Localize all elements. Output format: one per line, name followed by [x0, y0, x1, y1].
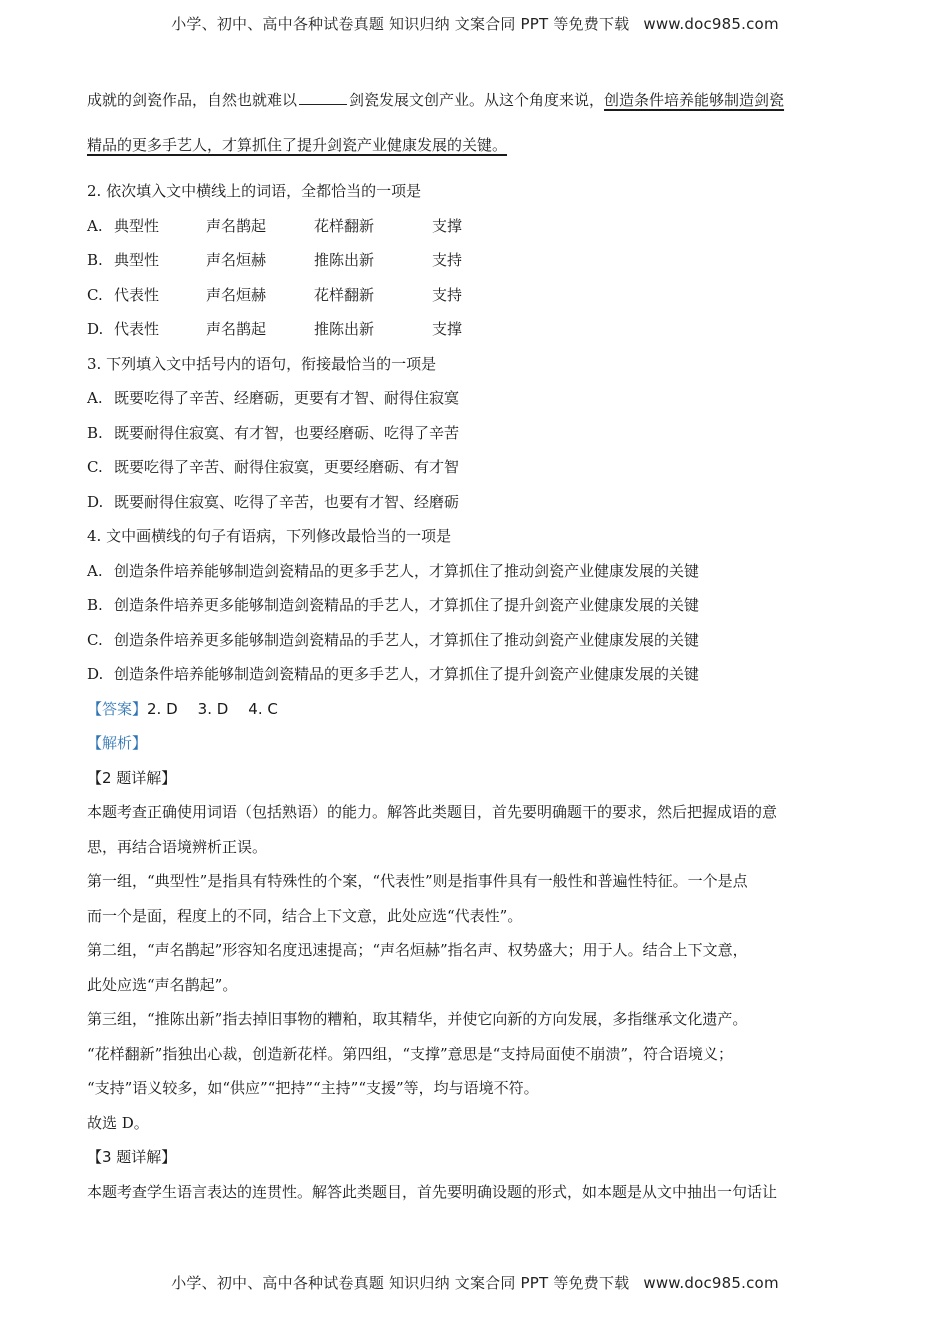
answer-line: [87, 698, 862, 733]
analysis-label: 【解析】: [87, 734, 148, 752]
option-word: 推陈出新: [314, 320, 375, 338]
q3-detail-line: 本题考查学生语言表达的连贯性。解答此类题目，首先要明确设题的形式，如本题是从文中抽出一句话让: [87, 1182, 778, 1201]
option-label: C.: [87, 630, 103, 649]
question-2-option-c: [87, 284, 862, 319]
page-header-banner: [0, 13, 950, 34]
q2-conclusion: 故选 D。: [87, 1113, 149, 1132]
question-2-option-d: [87, 318, 862, 353]
question-3-option-d: [87, 491, 862, 526]
option-label: A.: [87, 216, 103, 235]
option-word: 花样翻新: [314, 285, 375, 304]
option-word: 支持: [432, 285, 463, 304]
option-text: 创造条件培养能够制造剑瓷精品的更多手艺人，才算抓住了推动剑瓷产业健康发展的关键: [114, 561, 700, 580]
option-word: 典型性: [114, 251, 160, 269]
option-label: B.: [87, 596, 103, 614]
option-label: B.: [87, 251, 103, 269]
option-text: 创造条件培养更多能够制造剑瓷精品的手艺人，才算抓住了推动剑瓷产业健康发展的关键: [114, 630, 700, 649]
option-text: 创造条件培养更多能够制造剑瓷精品的手艺人，才算抓住了提升剑瓷产业健康发展的关键: [114, 596, 700, 614]
question-4-stem: 4. 文中画横线的句子有语病，下列修改最恰当的一项是: [87, 527, 452, 545]
footer-text: 小学、初中、高中各种试卷真题 知识归纳 文案合同 PPT 等免费下载: [171, 1274, 630, 1292]
option-word: 声名烜赫: [206, 285, 267, 304]
q2-detail-line: 而一个是面，程度上的不同，结合上下文意，此处应选“代表性”。: [87, 906, 523, 925]
question-4-option-d: [87, 663, 862, 698]
option-label: D.: [87, 665, 104, 683]
option-text: 创造条件培养能够制造剑瓷精品的更多手艺人，才算抓住了提升剑瓷产业健康发展的关键: [114, 665, 700, 683]
q2-detail-line: “花样翻新”指独出心裁，创造新花样。第四组，“支撑”意思是“支持局面使不崩溃”，符合语境义；: [87, 1044, 734, 1063]
option-label: D.: [87, 320, 104, 338]
footer-url-link[interactable]: www.doc985.com: [643, 1274, 779, 1292]
option-label: A.: [87, 389, 103, 407]
q2-detail-heading: 【2 题详解】: [87, 768, 177, 787]
answer-item: 4. C: [248, 699, 278, 718]
q3-detail-heading: 【3 题详解】: [87, 1148, 177, 1166]
option-word: 推陈出新: [314, 251, 375, 269]
question-3-option-a: [87, 387, 862, 422]
option-label: C.: [87, 458, 103, 476]
underlined-sentence: 精品的更多手艺人，才算抓住了提升剑瓷产业健康发展的关键。: [87, 136, 508, 154]
option-word: 声名鹊起: [206, 320, 267, 338]
question-4-option-c: [87, 629, 862, 664]
option-label: C.: [87, 285, 103, 304]
question-2-option-a: [87, 215, 862, 250]
question-3-option-c: [87, 456, 862, 491]
option-word: 支撑: [432, 216, 463, 235]
analysis-heading: [87, 732, 862, 767]
option-label: B.: [87, 423, 103, 442]
option-text: 既要吃得了辛苦、经磨砺，更要有才智、耐得住寂寞: [114, 389, 460, 407]
option-text: 既要耐得住寂寞、吃得了辛苦，也要有才智、经磨砺: [114, 492, 460, 511]
header-url-link[interactable]: www.doc985.com: [643, 15, 779, 33]
q2-detail-line: 思，再结合语境辨析正误。: [87, 837, 268, 856]
answer-item: 2. D: [147, 699, 178, 718]
header-text: 小学、初中、高中各种试卷真题 知识归纳 文案合同 PPT 等免费下载: [171, 15, 630, 33]
page-footer-banner: [0, 1272, 950, 1293]
document-body: [87, 88, 862, 1215]
passage-text: 剑瓷发展文创产业。从这个角度来说，: [349, 91, 605, 109]
q2-detail-line: “支持”语义较多，如“供应”“把持”“主持”“支援”等，均与语境不符。: [87, 1079, 539, 1097]
option-word: 声名鹊起: [206, 216, 267, 235]
option-word: 支持: [432, 251, 463, 269]
option-word: 代表性: [114, 285, 160, 304]
option-word: 典型性: [114, 216, 160, 235]
question-4-option-b: [87, 594, 862, 629]
answer-item: 3. D: [197, 699, 229, 718]
question-3-stem: 3. 下列填入文中括号内的语句，衔接最恰当的一项是: [87, 354, 437, 373]
passage-line-1: [87, 88, 862, 134]
option-text: 既要耐得住寂寞、有才智，也要经磨砺、吃得了辛苦: [114, 423, 460, 442]
option-word: 声名烜赫: [206, 251, 267, 269]
question-4-option-a: [87, 560, 862, 595]
q2-detail-line: 第二组，“声名鹊起”形容知名度迅速提高；“声名烜赫”指名声、权势盛大；用于人。结合上下文意，: [87, 941, 748, 959]
option-word: 支撑: [432, 320, 463, 338]
passage-line-2: [87, 134, 862, 180]
option-label: A.: [87, 561, 103, 580]
passage-text: 成就的剑瓷作品，自然也就难以: [87, 91, 298, 109]
option-label: D.: [87, 492, 104, 511]
q2-detail-line: 第一组，“典型性”是指具有特殊性的个案，“代表性”则是指事件具有一般性和普遍性特征。一个是点: [87, 872, 748, 890]
option-word: 代表性: [114, 320, 160, 338]
question-2-option-b: [87, 249, 862, 284]
answer-label: 【答案】: [87, 699, 148, 718]
question-2-stem: 2. 依次填入文中横线上的词语，全都恰当的一项是: [87, 182, 422, 200]
q2-detail-line: 第三组，“推陈出新”指去掉旧事物的糟粕，取其精华，并使它向新的方向发展，多指继承文化遗产。: [87, 1010, 748, 1028]
fill-blank: [299, 88, 347, 105]
underlined-sentence: 创造条件培养能够制造剑瓷: [604, 91, 785, 109]
q2-detail-line: 本题考查正确使用词语（包括熟语）的能力。解答此类题目，首先要明确题干的要求，然后把握成语的意: [87, 803, 778, 821]
q2-detail-line: 此处应选“声名鹊起”。: [87, 975, 238, 994]
option-text: 既要吃得了辛苦、耐得住寂寞，更要经磨砺、有才智: [114, 458, 460, 476]
option-word: 花样翻新: [314, 216, 375, 235]
question-3-option-b: [87, 422, 862, 457]
